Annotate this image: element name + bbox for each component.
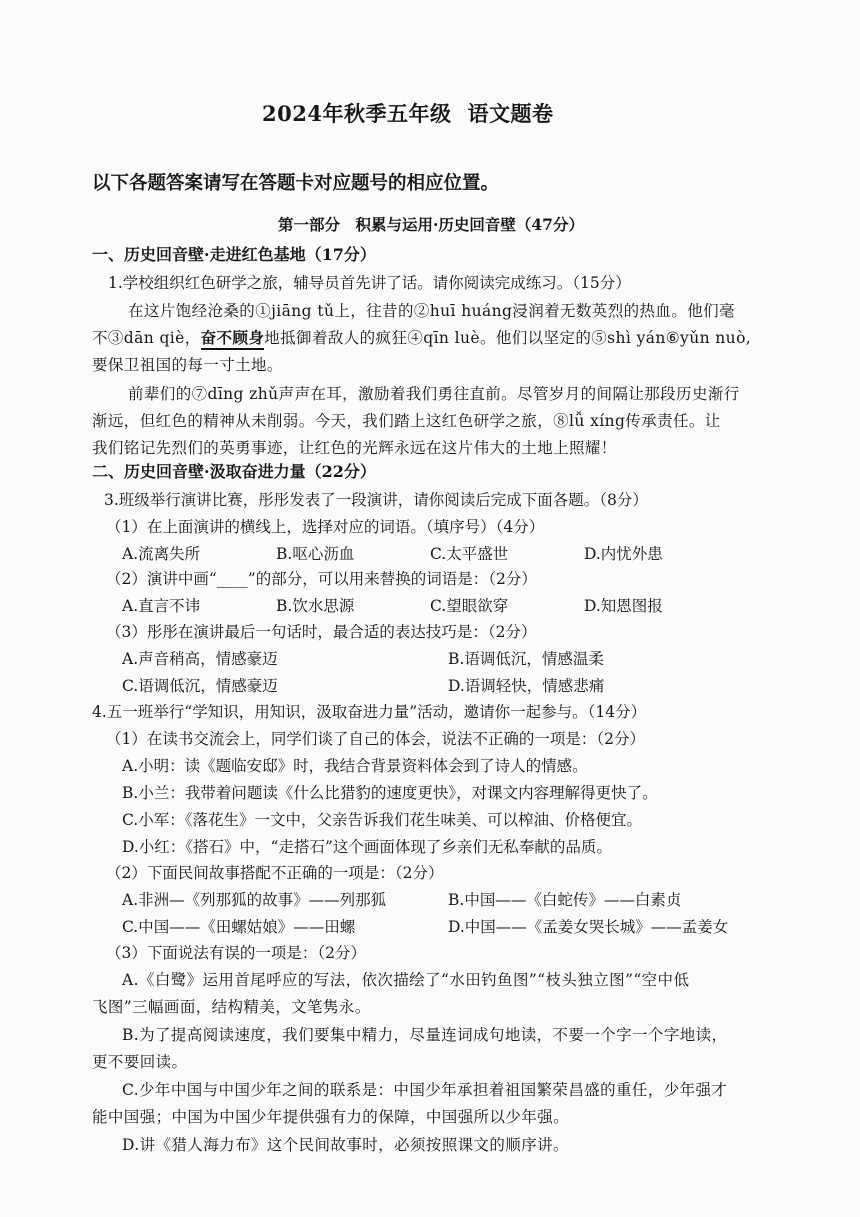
q3-3-option-a: A.声音稍高，情感豪迈 — [122, 650, 278, 668]
q3-2-option-b: B.饮水思源 — [276, 597, 355, 615]
q3-1-option-c: C.太平盛世 — [430, 545, 509, 563]
underlined-phrase: 奋不顾身 — [201, 328, 265, 350]
q4-3-option-b-line-2: 更不要回读。 — [92, 1053, 188, 1071]
q4-1-option-b: B.小兰：我带着问题读《什么比猎豹的速度更快》，对课文内容理解得更快了。 — [122, 784, 658, 802]
passage-1-line-3: 要保卫祖国的每一寸土地。 — [92, 356, 283, 374]
question-1: 1.学校组织红色研学之旅，辅导员首先讲了话。请你阅读完成练习。（15分） — [108, 274, 631, 292]
q4-3-option-d: D.讲《猎人海力布》这个民间故事时，必须按照课文的顺序讲。 — [122, 1136, 569, 1154]
question-3-3: （3）彤彤在演讲最后一句话时，最合适的表达技巧是：（2分） — [106, 623, 537, 641]
q4-3-option-a-line-2: 飞图”三幅画面，结构精美，文笔隽永。 — [92, 998, 371, 1016]
passage-1-line-2 — [92, 328, 751, 348]
q4-2-option-a: A.非洲—《列那狐的故事》——列那狐 — [122, 891, 387, 909]
q4-2-option-b: B.中国——《白蛇传》——白素贞 — [448, 891, 682, 909]
q4-3-option-c-line-1: C.少年中国与中国少年之间的联系是：中国少年承担着祖国繁荣昌盛的重任，少年强才 — [122, 1081, 728, 1099]
question-3: 3.班级举行演讲比赛，彤彤发表了一段演讲，请你阅读后完成下面各题。（8分） — [104, 491, 648, 509]
q3-2-option-a: A.直言不讳 — [122, 597, 201, 615]
q3-1-option-d: D.内忧外患 — [584, 545, 663, 563]
title-subject: 语文题卷 — [467, 101, 554, 126]
question-3-1: （1）在上面演讲的横线上，选择对应的词语。（填序号）（4分） — [106, 518, 545, 536]
passage-2-line-1: 前辈们的⑦dīng zhǔ声声在耳，激励着我们勇往直前。尽管岁月的间隔让那段历史渐行 — [128, 385, 740, 403]
q3-3-option-d: D.语调轻快，情感悲痛 — [448, 677, 605, 695]
section-1-heading: 一、历史回音壁·走进红色基地（17分） — [92, 245, 376, 264]
q4-3-option-c-line-2: 能中国强；中国为中国少年提供强有力的保障，中国强所以少年强。 — [92, 1108, 570, 1126]
q3-2-option-d: D.知恩图报 — [584, 597, 663, 615]
title-year-grade: 2024年秋季五年级 — [262, 101, 452, 126]
q4-1-option-d: D.小红：《搭石》中，“走搭石”这个画面体现了乡亲们无私奉献的品质。 — [122, 838, 612, 856]
q3-1-option-a: A.流离失所 — [122, 545, 201, 563]
passage-2-line-2: 渐远，但红色的精神从未削弱。今天，我们踏上这红色研学之旅，⑧lǚ xíng传承责任。让 — [92, 412, 721, 430]
question-4-2: （2）下面民间故事搭配不正确的一项是：（2分） — [106, 864, 444, 882]
q4-3-option-a-line-1: A.《白鹭》运用首尾呼应的写法，依次描绘了“水田钓鱼图”“枝头独立图”“空中低 — [122, 971, 690, 989]
passage-2-line-3: 我们铭记先烈们的英勇事迹，让红色的光辉永远在这片伟大的土地上照耀！ — [92, 439, 617, 457]
question-4-3: （3）下面说法有误的一项是：（2分） — [106, 944, 366, 962]
q3-1-option-b: B.呕心沥血 — [276, 545, 355, 563]
question-3-2: （2）演讲中画“____”的部分，可以用来替换的词语是：（2分） — [106, 570, 537, 588]
q3-3-option-b: B.语调低沉，情感温柔 — [448, 650, 604, 668]
passage-1-line-2-end: 地抵御着敌人的疯狂④qīn luè。他们以坚定的⑤shì yán⑥yǔn nuò, — [264, 329, 752, 347]
q3-2-option-c: C.望眼欲穿 — [430, 597, 509, 615]
q3-3-option-c: C.语调低沉，情感豪迈 — [122, 677, 278, 695]
q4-2-option-d: D.中国——《孟姜女哭长城》——孟姜女 — [448, 918, 729, 936]
q4-2-option-c: C.中国——《田螺姑娘》——田螺 — [122, 918, 356, 936]
passage-1-line-2-start: 不③dān qiè， — [92, 329, 201, 347]
question-4: 4.五一班举行“学知识，用知识，汲取奋进力量”活动，邀请你一起参与。（14分） — [92, 703, 647, 721]
answer-notice: 以下各题答案请写在答题卡对应题号的相应位置。 — [92, 173, 500, 194]
part-heading: 第一部分 积累与运用·历史回音壁（47分） — [278, 215, 584, 234]
question-4-1: （1）在读书交流会上，同学们谈了自己的体会，说法不正确的一项是：（2分） — [106, 730, 645, 748]
passage-1-line-1: 在这片饱经沧桑的①jiāng tǔ上，往昔的②huī huáng浸润着无数英烈的热血。他们毫 — [128, 302, 735, 320]
q4-3-option-b-line-1: B.为了提高阅读速度，我们要集中精力，尽量连词成句地读，不要一个字一个字地读， — [122, 1026, 728, 1044]
q4-1-option-a: A.小明：读《题临安邸》时，我结合背景资料体会到了诗人的情感。 — [122, 757, 588, 775]
section-2-heading: 二、历史回音壁·汲取奋进力量（22分） — [92, 462, 376, 481]
page-title — [262, 101, 554, 126]
q4-1-option-c: C.小军：《落花生》一文中，父亲告诉我们花生味美、可以榨油、价格便宜。 — [122, 811, 642, 829]
